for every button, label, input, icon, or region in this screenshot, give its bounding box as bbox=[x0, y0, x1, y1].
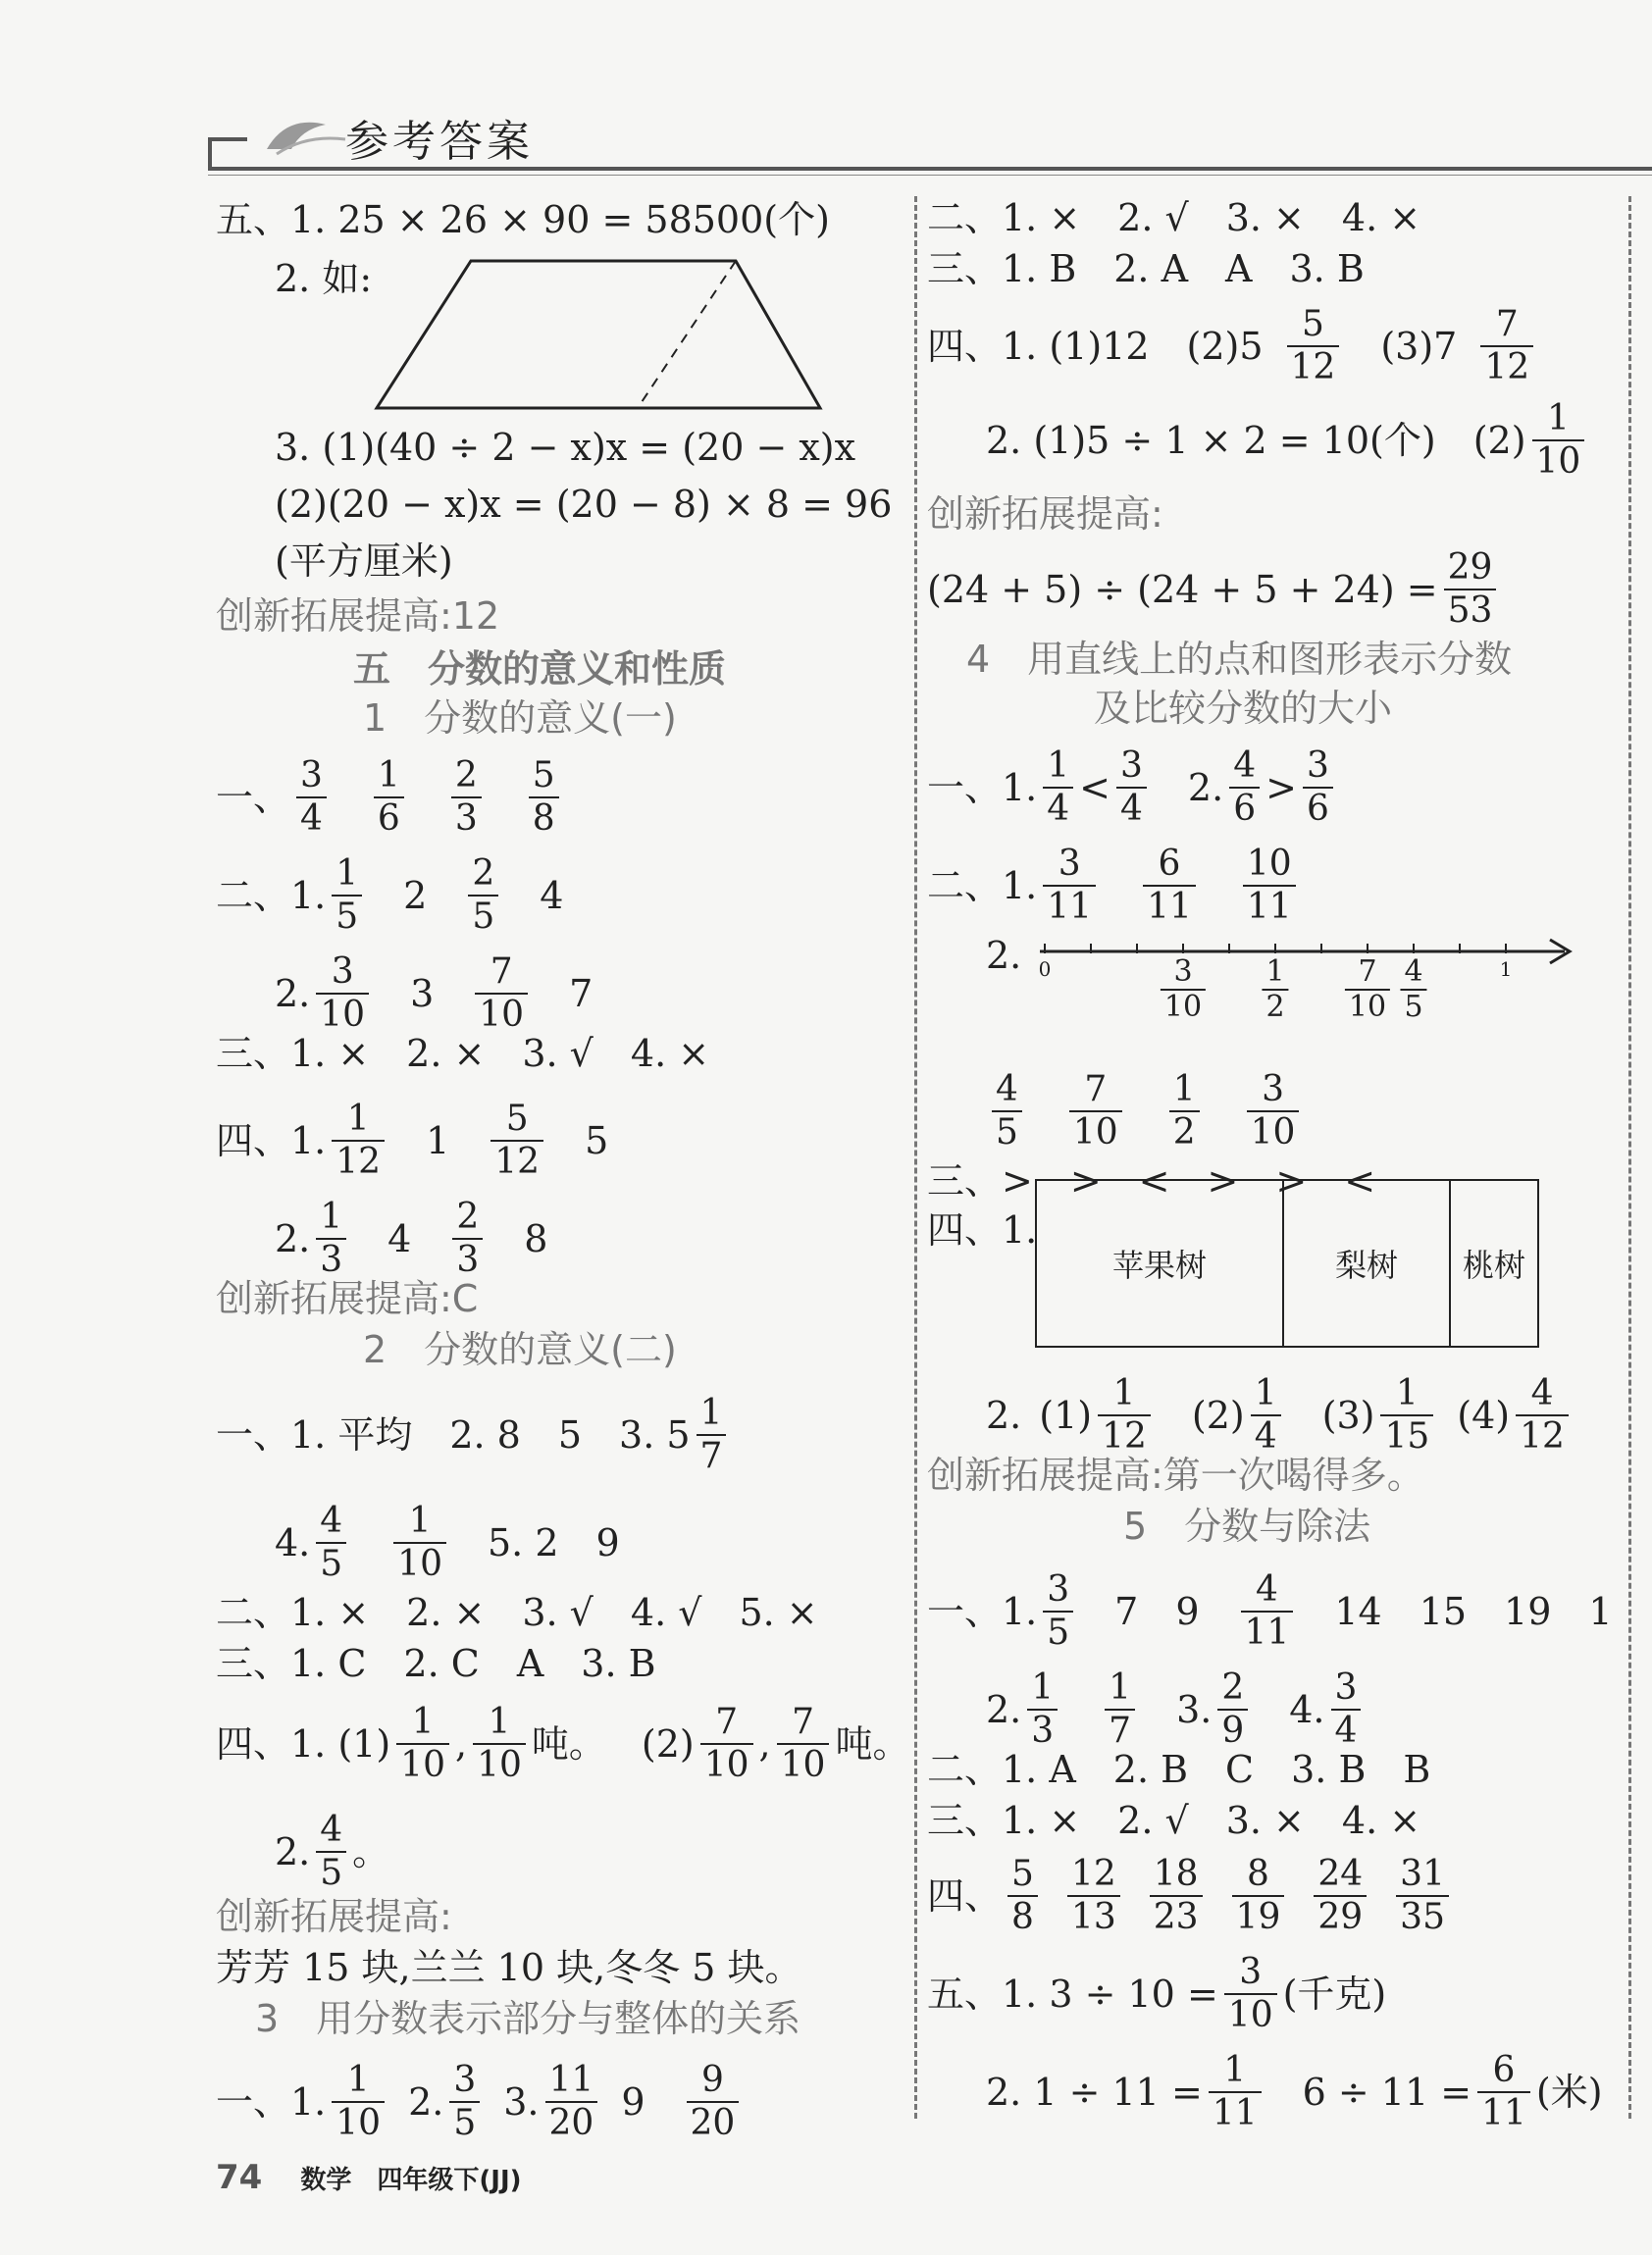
answer-line: 2. $\frac{1}{3}$ $\frac{1}{7}$ 3. $\frac{2}{9}$ 4. $\frac{3}{4}$ bbox=[986, 1667, 1367, 1752]
number-line-tick bbox=[1274, 944, 1276, 953]
header-ornament bbox=[208, 110, 355, 169]
answer-line: 一、1. $\frac{1}{4}$ < $\frac{3}{4}$ 2. $\frac{4}{6}$ > $\frac{3}{6}$ bbox=[927, 745, 1339, 830]
fraction: $\frac{3}{10}$ bbox=[1224, 1952, 1277, 2036]
fraction: $\frac{7}{12}$ bbox=[1480, 304, 1533, 388]
fraction: $\frac{6}{11}$ bbox=[1143, 844, 1196, 928]
fraction: $\frac{10}{11}$ bbox=[1243, 844, 1296, 928]
fraction: $\frac{2}{5}$ bbox=[468, 853, 498, 938]
extension-answer: 创新拓展提高: bbox=[927, 492, 1163, 536]
section-title: 3 用分数表示部分与整体的关系 bbox=[255, 1997, 801, 2040]
fraction: $\frac{1}{10}$ bbox=[473, 1702, 526, 1786]
answer-line bbox=[986, 1069, 1305, 1153]
fraction: $\frac{1}{10}$ bbox=[393, 1501, 446, 1585]
answer-line: 2. $\frac{1}{3}$ 4 $\frac{2}{3}$ 8 bbox=[275, 1197, 548, 1280]
extension-answer: 创新拓展提高:第一次喝得多。 bbox=[927, 1454, 1424, 1497]
fraction: $\frac{4}{5}$ bbox=[316, 1501, 346, 1585]
page-number: 74 bbox=[216, 2158, 263, 2197]
answer-line: (平方厘米) bbox=[275, 539, 453, 583]
answer-line: 2. 1 ÷ 11 = $\frac{1}{11}$ 6 ÷ 11 = $\frac{6}{11}$ (米) bbox=[986, 2050, 1603, 2133]
extension-answer: 创新拓展提高:C bbox=[216, 1277, 479, 1320]
answer-line: 2. 如: bbox=[275, 257, 373, 300]
unit-title: 五 分数的意义和性质 bbox=[353, 647, 727, 691]
header-rule bbox=[208, 167, 1652, 171]
fraction: $\frac{1}{11}$ bbox=[1209, 2050, 1262, 2134]
answer-line: 二、1. $\frac{1}{5}$ 2 $\frac{2}{5}$ 4 bbox=[216, 853, 564, 937]
number-line-tick bbox=[1505, 944, 1507, 953]
fraction: $\frac{2}{9}$ bbox=[1217, 1667, 1248, 1752]
fraction: $\frac{1}{12}$ bbox=[1098, 1373, 1151, 1458]
number-line-tick bbox=[1320, 944, 1322, 953]
answer-line: 四、1. bbox=[927, 1208, 1038, 1252]
fraction: $\frac{1}{10}$ bbox=[1532, 398, 1585, 483]
fraction: $\frac{1}{4}$ bbox=[1251, 1373, 1281, 1458]
fraction: $\frac{3}{4}$ bbox=[1116, 745, 1147, 830]
number-line-mark: $\frac{4}{5}$ bbox=[1400, 955, 1426, 1024]
fraction: $\frac{3}{4}$ bbox=[296, 755, 327, 840]
fraction: $\frac{4}{12}$ bbox=[1516, 1373, 1569, 1458]
fraction: $\frac{1}{15}$ bbox=[1380, 1373, 1433, 1458]
fraction: $\frac{7}{10}$ bbox=[700, 1702, 753, 1786]
fraction: $\frac{6}{11}$ bbox=[1477, 2050, 1530, 2134]
number-line-zero: 0 bbox=[1038, 957, 1052, 981]
fraction: $\frac{3}{4}$ bbox=[1331, 1667, 1362, 1752]
header-rule-thin bbox=[208, 175, 1652, 176]
answer-line: 二、1. × 2. × 3. √ 4. √ 5. × bbox=[216, 1591, 818, 1634]
answer-line: 三、1. × 2. √ 3. × 4. × bbox=[927, 1799, 1421, 1842]
fraction: $\frac{1}{6}$ bbox=[374, 755, 404, 840]
fraction: $\frac{7}{10}$ bbox=[475, 951, 528, 1036]
number-line-mark: $\frac{1}{2}$ bbox=[1262, 955, 1288, 1024]
fraction: $\frac{7}{10}$ bbox=[1069, 1069, 1122, 1153]
fraction: $\frac{9}{20}$ bbox=[687, 2060, 740, 2144]
orchard-pear: 梨树 bbox=[1284, 1181, 1451, 1346]
fraction: $\frac{3}{10}$ bbox=[316, 951, 369, 1036]
fraction: $\frac{1}{2}$ bbox=[1169, 1069, 1200, 1153]
page-footer bbox=[216, 2158, 522, 2197]
trapezoid-figure bbox=[373, 257, 824, 414]
answer-line: 五、1. 3 ÷ 10 = $\frac{3}{10}$ (千克) bbox=[927, 1952, 1387, 2035]
answer-line: 2. (1) $\frac{1}{12}$ (2) $\frac{1}{4}$ (3) $\frac{1}{15}$ (4) $\frac{4}{12}$ bbox=[986, 1373, 1575, 1458]
answer-line: 一、1. $\frac{1}{10}$ 2. $\frac{3}{5}$ 3. $\frac{11}{20}$ 9 $\frac{9}{20}$ bbox=[216, 2060, 745, 2144]
answer-line: 二、1. A 2. B C 3. B B bbox=[927, 1748, 1431, 1791]
fraction: $\frac{4}{5}$ bbox=[992, 1069, 1022, 1153]
answer-line: 一、 $\frac{3}{4}$ $\frac{1}{6}$ $\frac{2}{3}$ $\frac{5}{8}$ bbox=[216, 755, 565, 840]
answer-line: 芳芳 15 块,兰兰 10 块,冬冬 5 块。 bbox=[216, 1946, 802, 1989]
section-title: 5 分数与除法 bbox=[1123, 1505, 1371, 1548]
extension-answer: 创新拓展提高:12 bbox=[216, 594, 500, 638]
fraction: $\frac{31}{35}$ bbox=[1396, 1854, 1449, 1938]
answer-line: 一、1. $\frac{3}{5}$ 7 9 $\frac{4}{11}$ 14 15 19 1 bbox=[927, 1569, 1613, 1653]
fraction: $\frac{5}{8}$ bbox=[529, 755, 559, 840]
number-line-tick bbox=[1413, 944, 1415, 953]
number-line-tick bbox=[1090, 944, 1092, 953]
number-line-mark: $\frac{7}{10}$ bbox=[1345, 955, 1390, 1024]
answer-line: 五、1. 25 × 26 × 90 = 58500(个) bbox=[216, 198, 830, 241]
column-divider-right bbox=[1628, 196, 1631, 2119]
fraction: $\frac{4}{6}$ bbox=[1229, 745, 1260, 830]
answer-line: 四、 $\frac{5}{8}$ $\frac{12}{13}$ $\frac{18}{23}$ $\frac{8}{19}$ $\frac{24}{29}$ $\frac{31}{35}$ bbox=[927, 1854, 1455, 1938]
answer-line: 四、1. (1) $\frac{1}{10}$ , $\frac{1}{10}$ 吨。 (2) $\frac{7}{10}$ , $\frac{7}{10}$ 吨。 bbox=[216, 1702, 910, 1785]
orchard-apple: 苹果树 bbox=[1037, 1181, 1284, 1346]
fraction: $\frac{3}{5}$ bbox=[1043, 1569, 1073, 1654]
answer-line: 三、1. × 2. × 3. √ 4. × bbox=[216, 1032, 710, 1075]
fraction: $\frac{8}{19}$ bbox=[1232, 1854, 1285, 1938]
fraction: $\frac{1}{3}$ bbox=[316, 1197, 346, 1281]
column-divider bbox=[914, 196, 917, 2119]
number-line-one: 1 bbox=[1499, 957, 1513, 981]
number-line-ticks bbox=[1035, 932, 1584, 1040]
fraction: $\frac{5}{12}$ bbox=[490, 1099, 543, 1183]
answer-line: 三、1. C 2. C A 3. B bbox=[216, 1642, 656, 1685]
answer-line: 一、1. 平均 2. 8 5 3. 5 $\frac{1}{7}$ bbox=[216, 1393, 732, 1477]
book-subject: 数学 四年级下(JJ) bbox=[300, 2166, 522, 2195]
fraction: $\frac{29}{53}$ bbox=[1444, 547, 1497, 632]
fraction: $\frac{12}{13}$ bbox=[1067, 1854, 1120, 1938]
answer-line: 三、1. B 2. A A 3. B bbox=[927, 247, 1365, 290]
fraction: $\frac{5}{8}$ bbox=[1007, 1854, 1038, 1938]
extension-answer: 创新拓展提高: bbox=[216, 1895, 452, 1938]
number-line-tick bbox=[1228, 944, 1230, 953]
number-line-mark: $\frac{3}{10}$ bbox=[1161, 955, 1206, 1024]
answer-line: 2. $\frac{3}{10}$ 3 $\frac{7}{10}$ 7 bbox=[275, 951, 594, 1035]
fraction: $\frac{24}{29}$ bbox=[1314, 1854, 1367, 1938]
answer-line: 二、1. × 2. √ 3. × 4. × bbox=[927, 196, 1421, 239]
answer-line: 四、1. (1)12 (2)5 $\frac{5}{12}$ (3)7 $\frac{7}{12}$ bbox=[927, 304, 1539, 388]
fraction: $\frac{2}{3}$ bbox=[452, 1197, 483, 1281]
fraction: $\frac{1}{5}$ bbox=[332, 853, 362, 938]
header-title: 参考答案 bbox=[345, 117, 534, 167]
fraction: $\frac{3}{11}$ bbox=[1043, 844, 1096, 928]
fraction: $\frac{7}{10}$ bbox=[777, 1702, 830, 1786]
fraction: $\frac{1}{10}$ bbox=[332, 2060, 385, 2144]
answer-line: 2. bbox=[986, 934, 1022, 977]
answer-line: 4. $\frac{4}{5}$ $\frac{1}{10}$ 5. 2 9 bbox=[275, 1501, 620, 1584]
fraction: $\frac{4}{5}$ bbox=[316, 1810, 346, 1894]
fraction: $\frac{3}{10}$ bbox=[1247, 1069, 1300, 1153]
answer-line: 四、1. $\frac{1}{12}$ 1 $\frac{5}{12}$ 5 bbox=[216, 1099, 609, 1182]
section-title: 及比较分数的大小 bbox=[1094, 687, 1393, 730]
answer-line: 3. (1)(40 ÷ 2 − x)x = (20 − x)x bbox=[275, 426, 856, 469]
fraction: $\frac{1}{7}$ bbox=[1105, 1667, 1135, 1752]
answer-line: (24 + 5) ÷ (24 + 5 + 24) = $\frac{29}{53}$ bbox=[927, 547, 1502, 632]
fraction: $\frac{1}{4}$ bbox=[1043, 745, 1073, 830]
number-line-tick bbox=[1044, 944, 1046, 953]
answer-line: (2)(20 − x)x = (20 − 8) × 8 = 96 bbox=[275, 483, 893, 526]
answer-line: 三、> > < > > < bbox=[927, 1159, 1376, 1203]
fraction: $\frac{18}{23}$ bbox=[1150, 1854, 1203, 1938]
answer-line: 2. (1)5 ÷ 1 × 2 = 10(个) (2) $\frac{1}{10}$ bbox=[986, 398, 1590, 483]
fraction: $\frac{1}{12}$ bbox=[332, 1099, 385, 1183]
fraction: $\frac{4}{11}$ bbox=[1241, 1569, 1294, 1654]
number-line-tick bbox=[1136, 944, 1138, 953]
number-line-tick bbox=[1182, 944, 1184, 953]
fraction: $\frac{1}{7}$ bbox=[697, 1393, 727, 1477]
fraction: $\frac{3}{5}$ bbox=[449, 2060, 480, 2144]
fraction: $\frac{5}{12}$ bbox=[1287, 304, 1340, 388]
answer-line: 二、1. $\frac{3}{11}$ $\frac{6}{11}$ $\frac{10}{11}$ bbox=[927, 844, 1302, 928]
answer-line: 2. $\frac{4}{5}$ 。 bbox=[275, 1810, 390, 1893]
fraction: $\frac{11}{20}$ bbox=[545, 2060, 598, 2144]
fraction: $\frac{1}{3}$ bbox=[1027, 1667, 1058, 1752]
orchard-peach: 桃树 bbox=[1462, 1247, 1525, 1284]
section-title: 2 分数的意义(二) bbox=[363, 1328, 677, 1371]
number-line-tick bbox=[1459, 944, 1461, 953]
section-title: 4 用直线上的点和图形表示分数 bbox=[966, 638, 1513, 681]
fraction: $\frac{2}{3}$ bbox=[451, 755, 482, 840]
section-title: 1 分数的意义(一) bbox=[363, 696, 677, 740]
orchard-diagram bbox=[1035, 1179, 1539, 1348]
fraction: $\frac{1}{10}$ bbox=[396, 1702, 449, 1786]
number-line-tick bbox=[1367, 944, 1368, 953]
fraction: $\frac{3}{6}$ bbox=[1303, 745, 1333, 830]
